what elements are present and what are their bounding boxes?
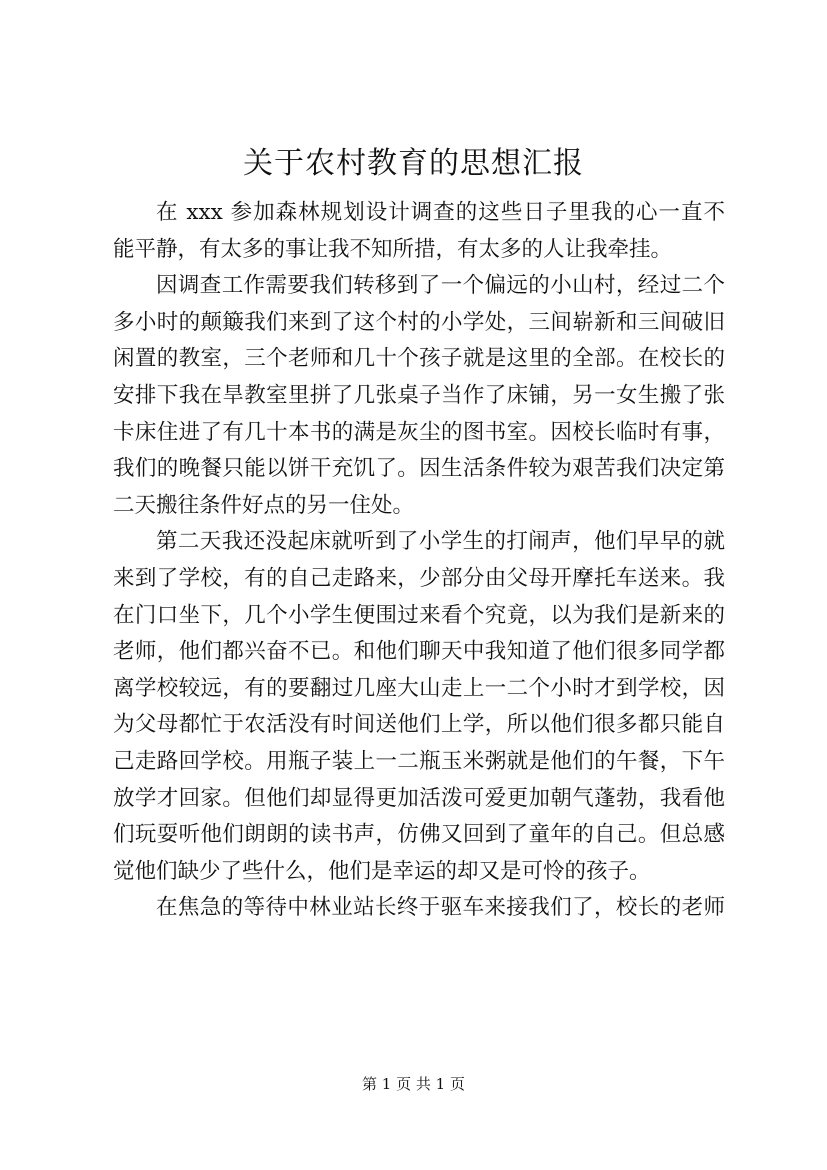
- document-title: 关于农村教育的思想汇报: [243, 146, 584, 181]
- paragraph-4-line-1: 在焦急的等待中林业站长终于驱车来接我们了，校长的老师: [156, 895, 725, 921]
- paragraph-1-line-2: 能平静，有太多的事让我不知所措，有太多的人让我牵挂。: [113, 236, 673, 262]
- paragraph-2-line-7: 二天搬往条件好点的另一住处。: [113, 492, 415, 518]
- paragraph-3-line-1: 第二天我还没起床就听到了小学生的打闹声，他们早早的就: [156, 529, 725, 555]
- paragraph-2-line-1: 因调查工作需要我们转移到了一个偏远的小山村，经过二个: [156, 273, 725, 299]
- paragraph-1-line-1: 在 xxx 参加森林规划设计调查的这些日子里我的心一直不: [156, 200, 725, 225]
- paragraph-2-line-5: 卡床住进了有几十本书的满是灰尘的图书室。因校长临时有事，: [113, 419, 725, 445]
- paragraph-2-line-3: 闲置的教室，三个老师和几十个孩子就是这里的全部。在校长的: [113, 346, 725, 372]
- paragraph-2-line-6: 我们的晚餐只能以饼干充饥了。因生活条件较为艰苦我们决定第: [113, 456, 725, 482]
- paragraph-3-line-7: 己走路回学校。用瓶子装上一二瓶玉米粥就是他们的午餐，下午: [113, 748, 725, 774]
- paragraph-3-line-10: 觉他们缺少了些什么，他们是幸运的却又是可怜的孩子。: [113, 858, 651, 884]
- paragraph-3-line-3: 在门口坐下，几个小学生便围过来看个究竟，以为我们是新来的: [113, 602, 725, 628]
- page-number-footer: 第 1 页 共 1 页: [362, 1075, 465, 1093]
- paragraph-3-line-6: 为父母都忙于农活没有时间送他们上学，所以他们很多都只能自: [113, 712, 725, 738]
- paragraph-3-line-9: 们玩耍听他们朗朗的读书声，仿佛又回到了童年的自己。但总感: [113, 822, 725, 848]
- document-body: [113, 195, 725, 927]
- paragraph-2-line-4: 安排下我在旱教室里拼了几张桌子当作了床铺，另一女生搬了张: [113, 382, 725, 408]
- paragraph-3-line-8: 放学才回家。但他们却显得更加活泼可爱更加朝气蓬勃，我看他: [113, 785, 725, 811]
- paragraph-3-line-4: 老师，他们都兴奋不已。和他们聊天中我知道了他们很多同学都: [113, 639, 725, 665]
- paragraph-3-line-5: 离学校较远，有的要翻过几座大山走上一二个小时才到学校，因: [113, 675, 725, 701]
- paragraph-3-line-2: 来到了学校，有的自己走路来，少部分由父母开摩托车送来。我: [113, 565, 725, 591]
- paragraph-2-line-2: 多小时的颠簸我们来到了这个村的小学处，三间崭新和三间破旧: [113, 309, 725, 335]
